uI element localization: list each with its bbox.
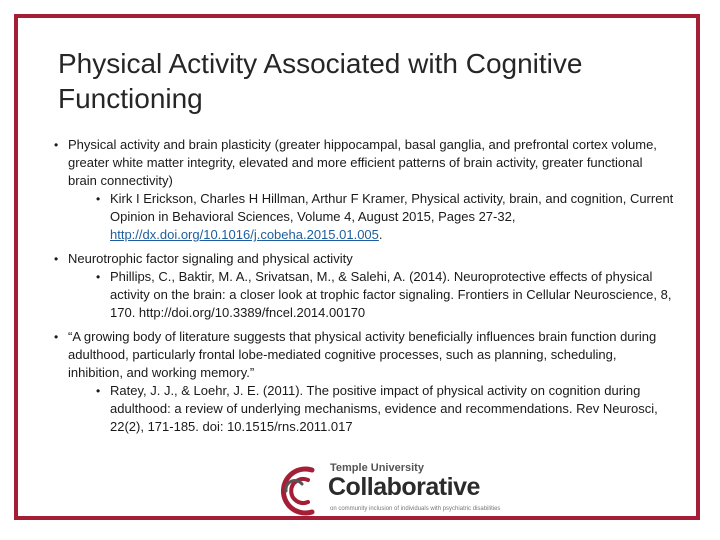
- logo-university: Temple University: [330, 462, 424, 474]
- bullet-icon: •: [96, 270, 101, 284]
- sub-bullet-item: [68, 268, 674, 322]
- bullet-icon: •: [96, 384, 101, 398]
- logo-tagline: on community inclusion of individuals with psychiatric disabilities: [330, 506, 501, 512]
- bullet-item: [54, 250, 674, 322]
- bullet-text: Physical activity and brain plasticity (greater hippocampal, basal ganglia, and prefrontal cortex volume, greater white matter integrity, elevated and more efficient patterns of brain activity, greater functional brain connectivity): [68, 137, 657, 188]
- doi-link[interactable]: http://dx.doi.org/10.1016/j.cobeha.2015.01.005: [110, 227, 379, 242]
- slide-content: [54, 136, 674, 442]
- bullet-icon: •: [96, 192, 101, 206]
- bullet-item: [54, 136, 674, 244]
- sub-bullet-item: [68, 382, 674, 436]
- bullet-item: [54, 328, 674, 436]
- citation-end: .: [378, 227, 383, 242]
- c-swirl-icon: [272, 460, 322, 522]
- collaborative-logo: [272, 460, 501, 522]
- bullet-text: Neurotrophic factor signaling and physical activity: [68, 251, 353, 266]
- bullet-icon: •: [54, 138, 59, 152]
- slide-title: Physical Activity Associated with Cognitive Functioning: [58, 48, 583, 114]
- bullet-text: “A growing body of literature suggests that physical activity beneficially influences brain function during adulthood, particularly frontal lobe-mediated cognitive processes, such as planning, scheduling, inhibition, and working memory.”: [68, 329, 657, 380]
- bullet-icon: •: [54, 252, 59, 266]
- citation-text: Kirk I Erickson, Charles H Hillman, Arthur F Kramer, Physical activity, brain, and cognition, Current Opinion in Behavioral Sciences, Volume 4, August 2015, Pages 27-32,: [110, 191, 674, 224]
- bullet-icon: •: [54, 330, 59, 344]
- logo-name: Collaborative: [328, 473, 480, 501]
- citation-text: Ratey, J. J., & Loehr, J. E. (2011). The positive impact of physical activity on cognition during adulthood: a review of underlying mechanisms, evidence and recommendations. Rev Neurosci, 22(2), 171-185. doi: 10.1515/rns.2011.017: [110, 383, 658, 434]
- citation-text: Phillips, C., Baktir, M. A., Srivatsan, M., & Salehi, A. (2014). Neuroprotective effects of physical activity on the brain: a closer look at trophic factor signaling. Frontiers in Cellular Neuroscience, 8, 170. http://doi.org/10.3389/fncel.2014.00170: [110, 269, 672, 320]
- sub-bullet-item: [68, 190, 674, 244]
